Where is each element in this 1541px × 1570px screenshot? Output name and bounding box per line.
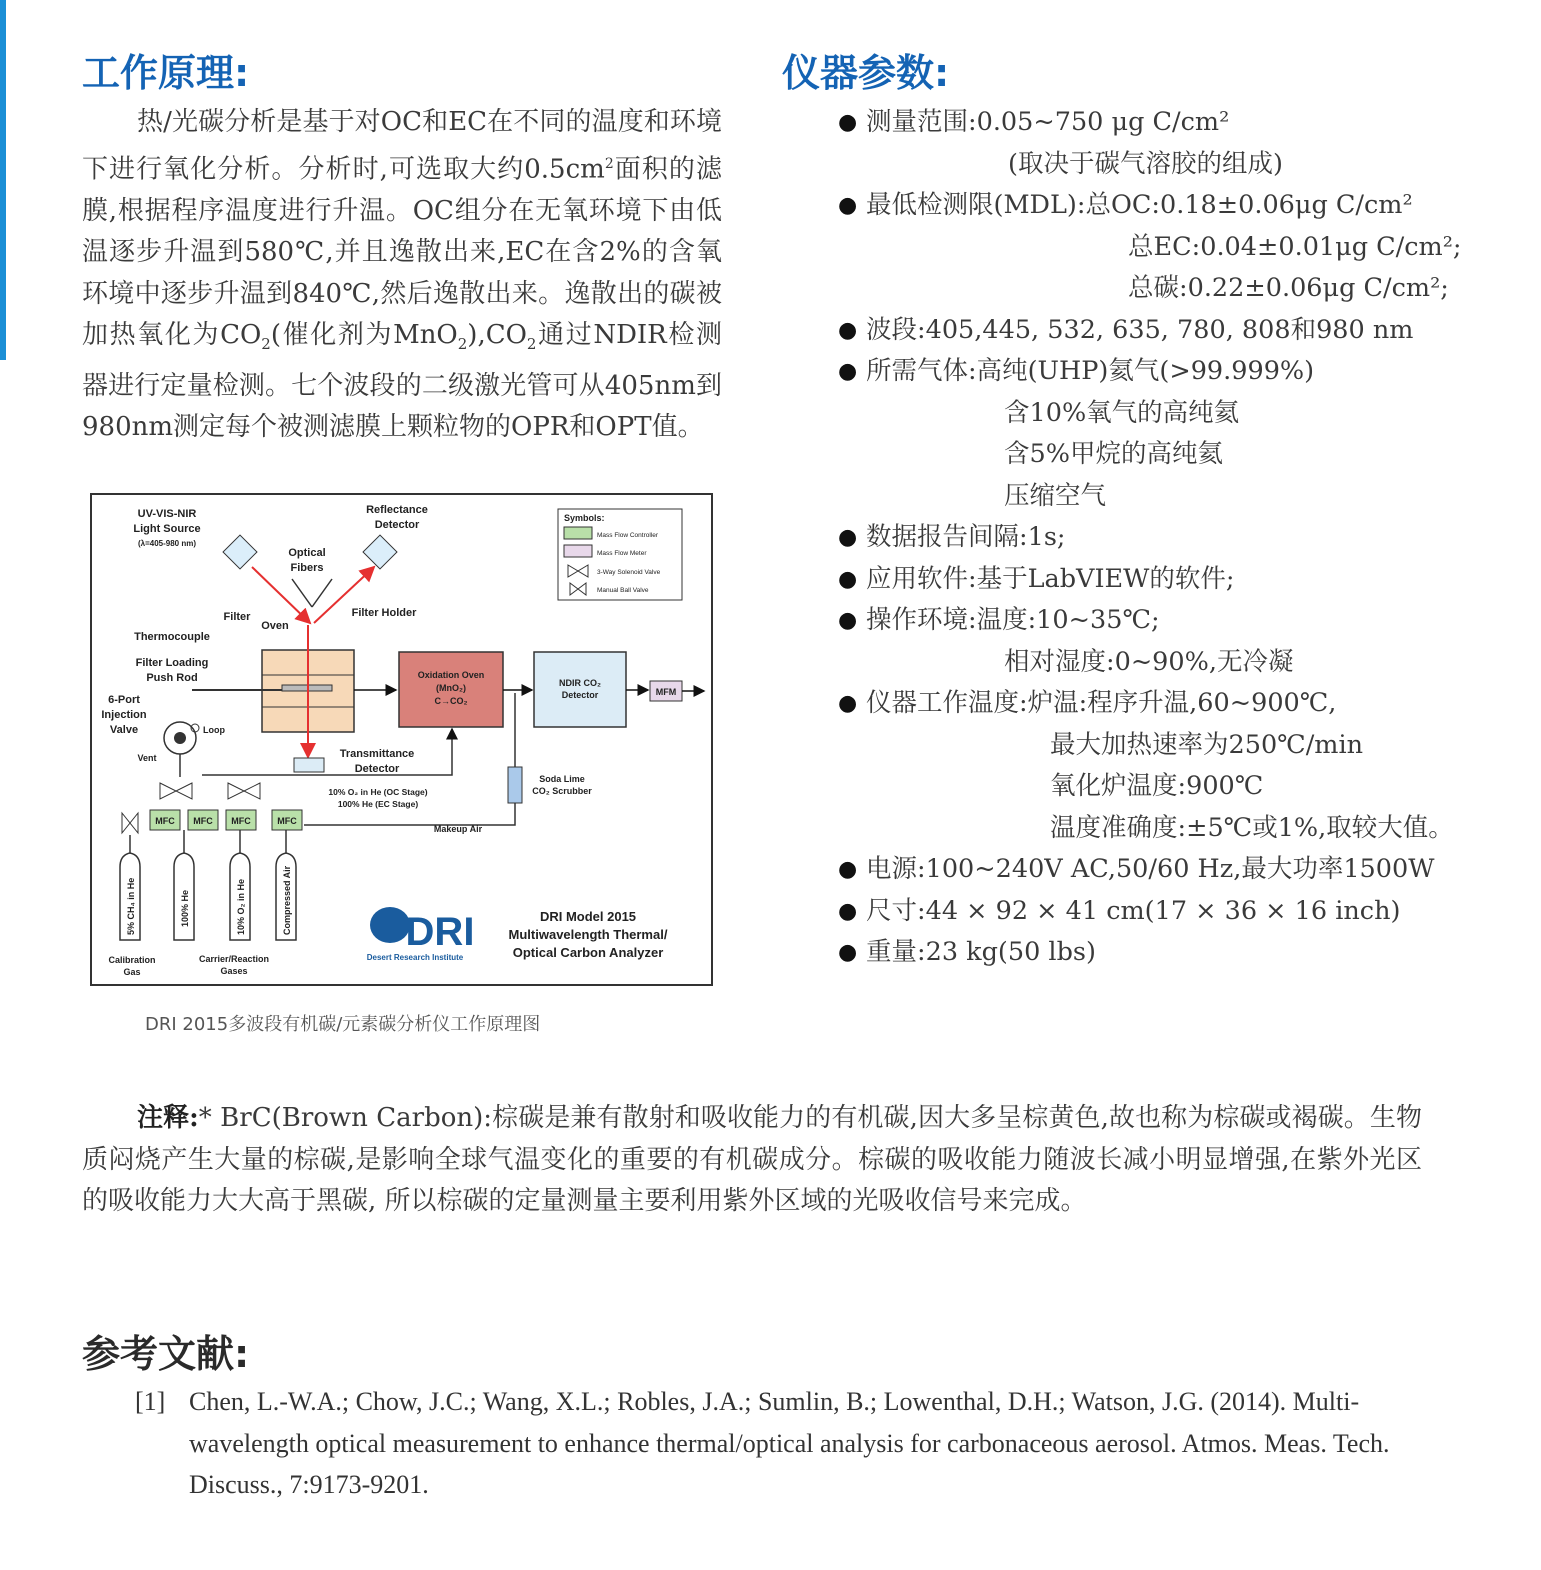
spec-item-cont: 压缩空气 — [1004, 480, 1107, 511]
label-cylinder-he: 100% He — [180, 889, 190, 927]
spec-item: ● 仪器工作温度:炉温:程序升温,60~900℃, — [838, 683, 1528, 725]
reference-number: [1] — [135, 1387, 166, 1416]
principle-text-part: ),CO — [467, 320, 527, 351]
label-mfc: MFC — [193, 816, 213, 826]
model-title-1: DRI Model 2015 — [539, 909, 637, 924]
label-mfm: MFM — [655, 687, 677, 697]
label-carrier-gases: Gases — [220, 966, 248, 976]
dri-logo-subtitle: Desert Research Institute — [366, 953, 464, 962]
spec-item: ● 重量:23 kg(50 lbs) — [838, 932, 1528, 974]
label-cylinder-air: Compressed Air — [282, 865, 292, 935]
spec-item-cont: 相对湿度:0~90%,无冷凝 — [1004, 646, 1294, 677]
fiber-line — [312, 579, 332, 607]
label-cylinder-o2: 10% O₂ in He — [236, 878, 246, 935]
label-makeup-air: Makeup Air — [433, 824, 483, 834]
label-gas-ec: 100% He (EC Stage) — [337, 799, 419, 809]
spec-item: ● 最低检测限(MDL):总OC:0.18±0.06μg C/cm² — [838, 185, 1528, 227]
principle-heading: 工作原理: — [82, 51, 250, 95]
label-injection: Injection — [101, 709, 147, 721]
principle-text — [82, 102, 722, 449]
note-paragraph — [82, 1098, 1422, 1223]
label-reflectance-2: Detector — [374, 519, 420, 531]
label-light-range: (λ=405-980 nm) — [137, 539, 197, 548]
transmittance-detector-box — [294, 758, 324, 772]
label-push-rod: Push Rod — [146, 672, 198, 684]
spec-item-cont: 最大加热速率为250℃/min — [1050, 729, 1364, 760]
note-text: * BrC(Brown Carbon):棕碳是兼有散射和吸收能力的有机碳,因大多呈棕黄色,故也称为棕碳或褐碳。生物质闷烧产生大量的棕碳,是影响全球气温变化的重要的有机碳成分。棕碳的吸收能力随波长减小明显增强,在紫外光区的吸收能力大大高于黑碳, 所以棕碳的定量测量主要利用紫外区域的光吸收信号来完成。 — [82, 1103, 1422, 1216]
dri-logo-icon — [370, 907, 410, 943]
label-oxidation-oven: Oxidation Oven — [417, 670, 485, 680]
spec-item: ● 测量范围:0.05~750 μg C/cm² — [838, 102, 1528, 144]
label-calibration: Calibration — [108, 955, 156, 965]
label-mfc: MFC — [155, 816, 175, 826]
light-path-line — [252, 567, 310, 623]
spec-item-cont: 含5%甲烷的高纯氦 — [1004, 439, 1223, 469]
fiber-line — [292, 579, 312, 607]
figure-caption: DRI 2015多波段有机碳/元素碳分析仪工作原理图 — [145, 1014, 541, 1035]
spec-item-cont: 含10%氧气的高纯氦 — [1004, 397, 1240, 428]
label-filter: Filter — [223, 611, 251, 623]
note-label: 注释: — [137, 1103, 199, 1133]
label-6-port: 6-Port — [108, 694, 140, 706]
label-cylinder-ch4: 5% CH₄ in He — [126, 877, 136, 935]
label-soda-lime: Soda Lime — [539, 774, 585, 784]
dri-logo-text: DRI — [405, 910, 475, 954]
label-valve: Valve — [109, 724, 139, 736]
label-filter-loading: Filter Loading — [135, 657, 209, 669]
ball-valve — [122, 813, 138, 833]
label-light-source: UV-VIS-NIR — [137, 508, 197, 520]
label-thermocouple: Thermocouple — [134, 631, 210, 643]
reflectance-detector-icon — [363, 535, 397, 569]
spec-item-cont: 总EC:0.04±0.01μg C/cm²; — [1128, 231, 1462, 262]
spec-item: ● 操作环境:温度:10~35℃; — [838, 600, 1528, 642]
label-optical: Optical — [288, 547, 326, 559]
references-heading: 参考文献: — [82, 1332, 250, 1376]
label-gas-oc: 10% O₂ in He (OC Stage) — [328, 787, 428, 797]
label-light-source-2: Light Source — [133, 523, 201, 535]
spec-item: ● 波段:405,445, 532, 635, 780, 808和980 nm — [838, 310, 1528, 352]
label-filter-holder: Filter Holder — [351, 607, 417, 619]
principle-text-part: 面积的滤膜,根据程序温度进行升温。OC组分在无氧环境下由低温逐步升温到580℃,并且逸散出来,EC在含2%的含氧环境中逐步升温到840℃,然后逸散出来。逸散出的碳被加热氧化为CO — [82, 154, 722, 351]
label-sym-3way: 3-Way Solenoid Valve — [597, 569, 661, 576]
page-edge-accent — [0, 0, 6, 360]
principle-text-sub: 2 — [457, 335, 468, 354]
light-source-icon — [223, 535, 257, 569]
principle-text-sub: 2 — [526, 335, 537, 354]
label-sym-mfc: Mass Flow Controller — [597, 532, 659, 539]
label-vent: Vent — [137, 753, 157, 763]
label-ndir-detector: Detector — [561, 690, 599, 700]
label-sym-mfm: Mass Flow Meter — [597, 550, 647, 557]
spec-item: ● 电源:100~240V AC,50/60 Hz,最大功率1500W — [838, 849, 1528, 891]
spec-item: ● 所需气体:高纯(UHP)氦气(>99.999%) — [838, 351, 1528, 393]
spec-item-cont: 温度准确度:±5℃或1%,取较大值。 — [1050, 812, 1454, 843]
label-mfc: MFC — [231, 816, 251, 826]
injection-valve-hub — [174, 732, 186, 744]
spec-item: ● 尺寸:44 × 92 × 41 cm(17 × 36 × 16 inch) — [838, 891, 1528, 933]
label-oxidation-reaction: C→CO₂ — [434, 696, 468, 706]
label-sym-ball: Manual Ball Valve — [597, 587, 649, 594]
spec-item-cont: 总碳:0.22±0.06μg C/cm²; — [1128, 273, 1449, 303]
principle-text-part: (催化剂为MnO — [270, 320, 458, 351]
label-transmittance-detector: Detector — [354, 763, 400, 775]
solenoid-valve — [228, 783, 260, 799]
label-oven: Oven — [261, 620, 289, 632]
label-co2-scrubber: CO₂ Scrubber — [532, 786, 592, 796]
soda-lime-scrubber — [508, 767, 522, 803]
principle-text-sub: 2 — [261, 335, 271, 354]
label-calibration-gas: Gas — [123, 967, 141, 977]
label-reflectance: Reflectance — [366, 504, 428, 516]
reference-item — [135, 1381, 1425, 1506]
schematic-figure — [90, 493, 713, 986]
model-title-2: Multiwavelength Thermal/ — [508, 927, 668, 942]
legend-mfm-swatch — [564, 545, 592, 557]
specs-list — [838, 102, 1528, 974]
spec-item-cont: 氧化炉温度:900℃ — [1050, 771, 1264, 801]
label-ndir: NDIR CO₂ — [559, 678, 601, 688]
spec-item-cont: (取决于碳气溶胶的组成) — [1008, 148, 1283, 179]
principle-text-part: 通过NDIR检测器进行定量检测。七个波段的二级激光管可从405nm到980nm测定每个被测滤膜上颗粒物的OPR和OPT值。 — [82, 320, 722, 443]
spec-item: ● 应用软件:基于LabVIEW的软件; — [838, 559, 1528, 601]
reference-text: Chen, L.-W.A.; Chow, J.C.; Wang, X.L.; Robles, J.A.; Sumlin, B.; Lowenthal, D.H.; Watson, J.G. (2014). Multi-wavelength optical measurement to enhance thermal/optical analysis for carbonaceous aerosol. Atmos. Meas. Tech. Discuss., 7:9173-9201. — [189, 1387, 1390, 1499]
gas-line — [202, 729, 452, 775]
specs-heading: 仪器参数: — [782, 51, 950, 95]
legend-mfc-swatch — [564, 527, 592, 539]
principle-text-sup: 2 — [604, 155, 614, 172]
model-title-3: Optical Carbon Analyzer — [512, 945, 664, 960]
label-transmittance: Transmittance — [339, 748, 415, 760]
schematic-diagram — [92, 495, 711, 984]
principle-text-part: 热/光碳分析是基于对OC和EC在不同的温度和环境下进行氧化分析。分析时,可选取大约0.5cm — [82, 107, 722, 185]
label-carrier: Carrier/Reaction — [198, 954, 270, 964]
label-oxidation-mno2: (MnO₂) — [436, 683, 466, 693]
label-mfc: MFC — [277, 816, 297, 826]
label-fibers: Fibers — [290, 562, 324, 574]
label-loop: Loop — [203, 725, 225, 735]
label-symbols: Symbols: — [564, 513, 605, 523]
spec-item: ● 数据报告间隔:1s; — [838, 517, 1528, 559]
solenoid-valve — [160, 783, 192, 799]
